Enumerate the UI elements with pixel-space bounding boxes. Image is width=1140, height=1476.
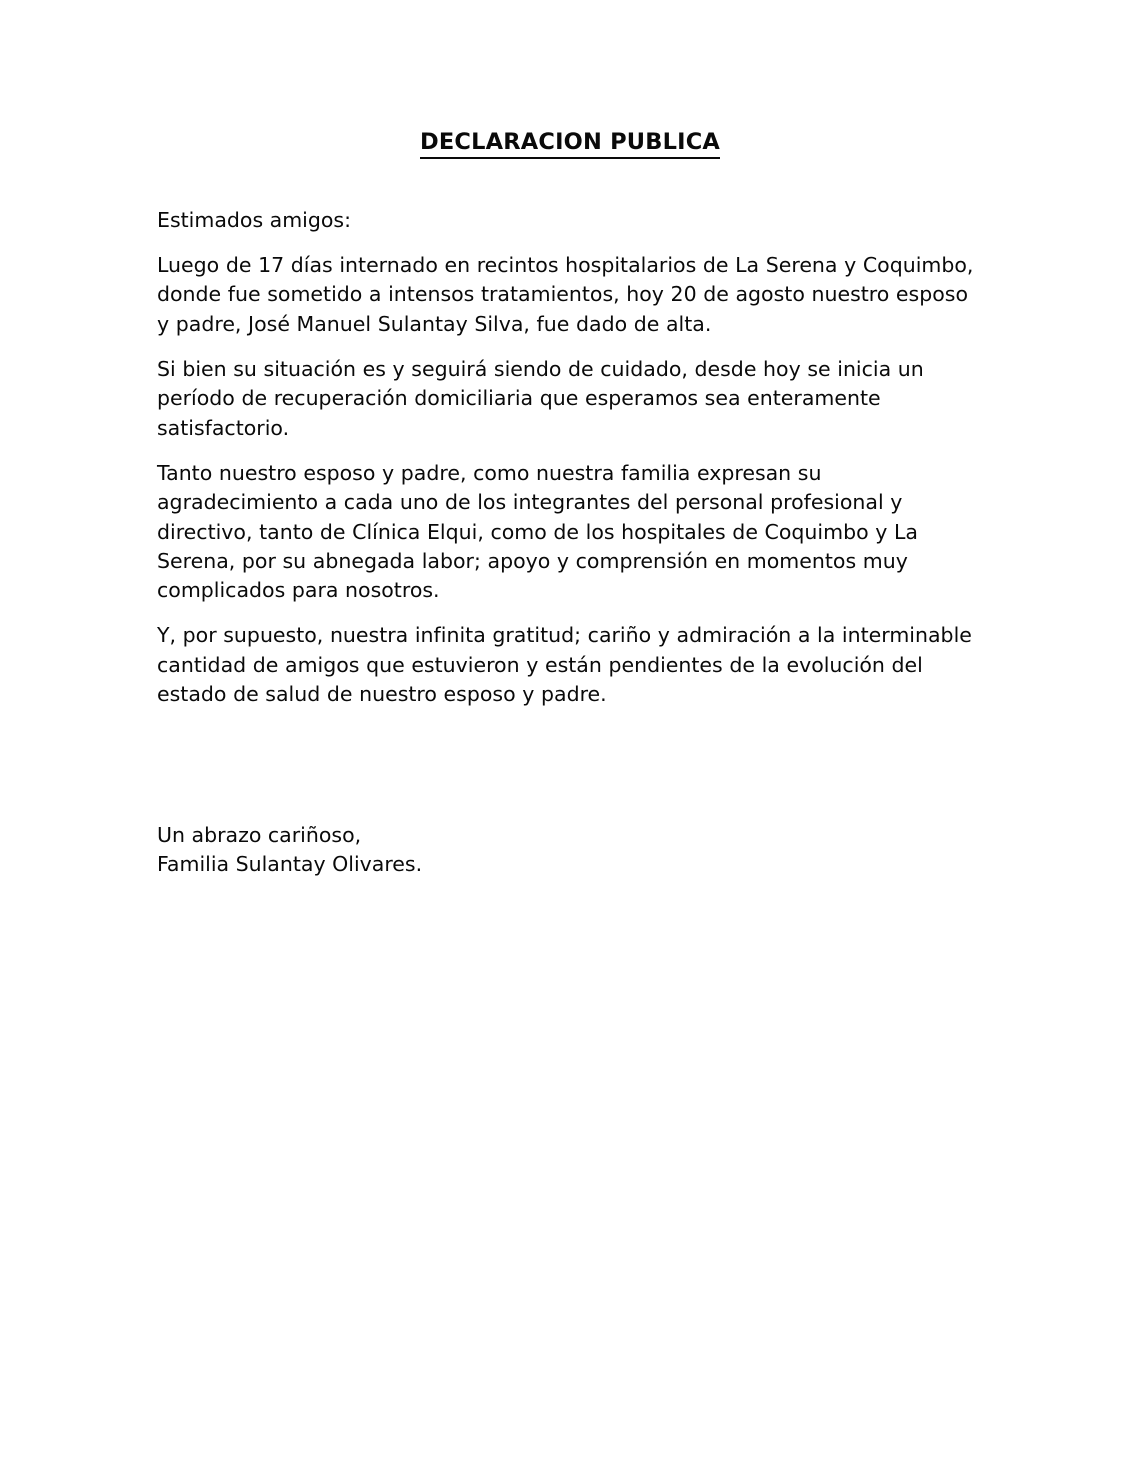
paragraph-1: Luego de 17 días internado en recintos hospitalarios de La Serena y Coquimbo, donde fue sometido a intensos tratamientos, hoy 20 de agosto nuestro esposo y padre, José Manuel Sulantay Silva, fue dado de alta.: [157, 253, 974, 336]
paragraph-4: Y, por supuesto, nuestra infinita gratitud; cariño y admiración a la interminable cantidad de amigos que estuvieron y están pendientes de la evolución del estado de salud de nuestro esposo y padre.: [157, 623, 972, 706]
page-title-text: DECLARACION PUBLICA: [420, 128, 720, 159]
salutation: Estimados amigos:: [157, 208, 352, 233]
closing-signature: Familia Sulantay Olivares.: [157, 852, 423, 877]
page-title: [157, 128, 983, 159]
closing-farewell: Un abrazo cariñoso,: [157, 823, 362, 848]
paragraph-3: Tanto nuestro esposo y padre, como nuestra familia expresan su agradecimiento a cada uno de los integrantes del personal profesional y directivo, tanto de Clínica Elqui, como de los hospitales de Coquimbo y La Serena, por su abnegada labor; apoyo y comprensión en momentos muy complicados para nosotros.: [157, 460, 918, 603]
paragraph-2: Si bien su situación es y seguirá siendo de cuidado, desde hoy se inicia un período de recuperación domiciliaria que esperamos sea enteramente satisfactorio.: [157, 357, 924, 440]
closing-block: [157, 821, 983, 879]
document-body: [157, 128, 983, 879]
